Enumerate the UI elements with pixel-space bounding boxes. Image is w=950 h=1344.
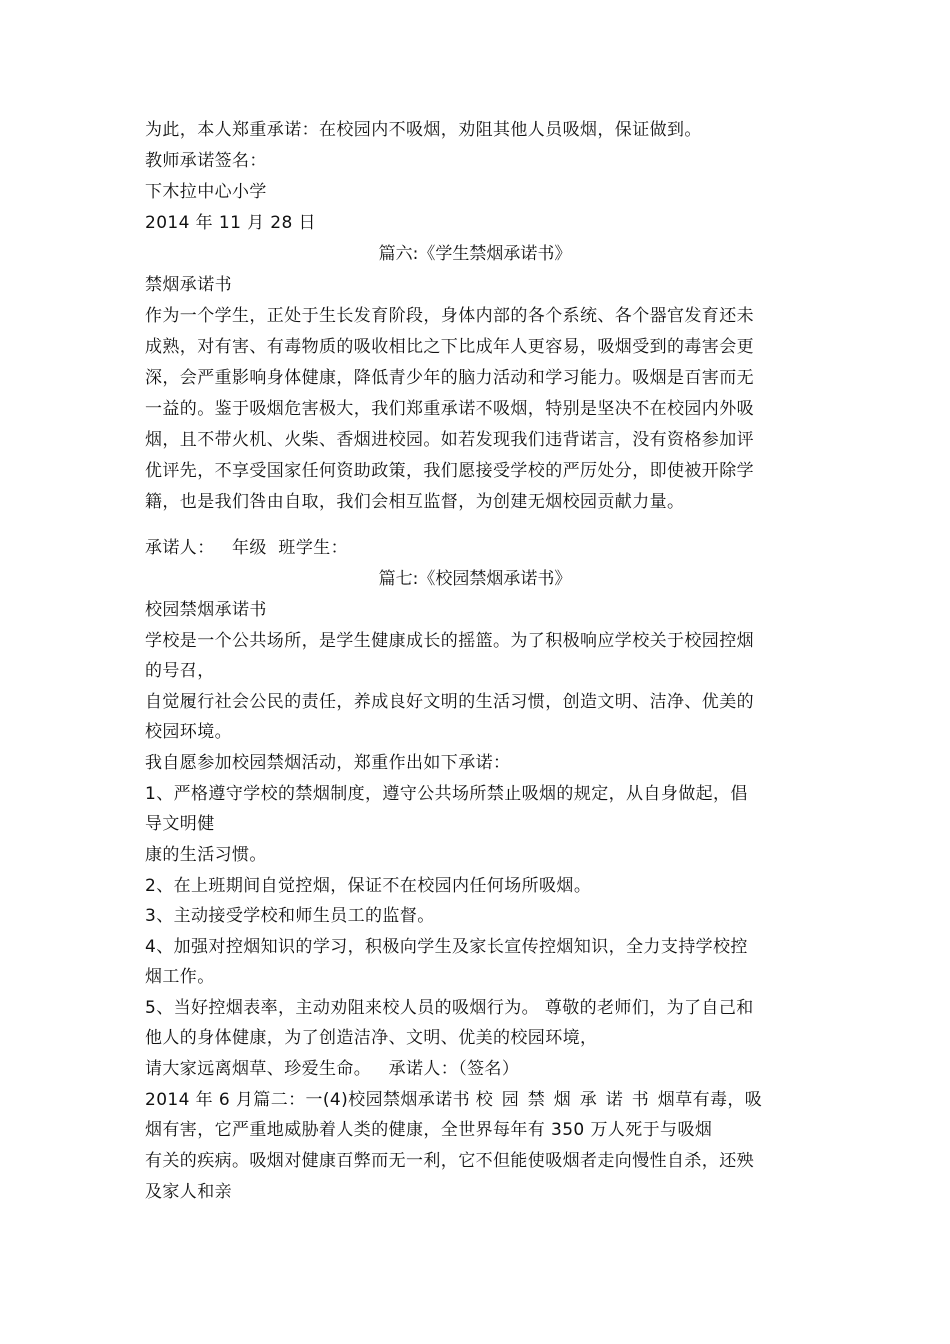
date-heading-text: 2014 年 6 月篇二：一(4)校园禁烟承诺书 [145, 1090, 470, 1110]
paragraph-line: 作为一个学生，正处于生长发育阶段，身体内部的各个系统、各个器官发育还未 [145, 306, 754, 326]
pledge-item-4: 4、加强对控烟知识的学习，积极向学生及家长宣传控烟知识，全力支持学校控 [145, 937, 748, 957]
paragraph-line: 学校是一个公共场所，是学生健康成长的摇篮。为了积极响应学校关于校园控烟 [145, 631, 754, 651]
date-line: 2014 年 11 月 28 日 [145, 213, 316, 233]
section-seven-heading: 篇七:《校园禁烟承诺书》 [378, 569, 572, 589]
pledge-item-1: 1、严格遵守学校的禁烟制度，遵守公共场所禁止吸烟的规定，从自身做起，倡 [145, 784, 748, 804]
paragraph-line: 优评先，不享受国家任何资助政策，我们愿接受学校的严厉处分，即使被开除学 [145, 461, 754, 481]
pledge-item-2: 2、在上班期间自觉控烟，保证不在校园内任何场所吸烟。 [145, 876, 592, 896]
paragraph-line: 及家人和亲 [145, 1182, 232, 1202]
paragraph-line: 我自愿参加校园禁烟活动，郑重作出如下承诺： [145, 753, 511, 773]
paragraph-line: 校园环境。 [145, 722, 232, 742]
paragraph-line: 一益的。鉴于吸烟危害极大，我们郑重承诺不吸烟，特别是坚决不在校园内外吸 [145, 399, 754, 419]
pledge-item-3: 3、主动接受学校和师生员工的监督。 [145, 906, 435, 926]
pledge-item-4-cont: 烟工作。 [145, 967, 215, 987]
pledge-item-5: 5、当好控烟表率，主动劝阻来校人员的吸烟行为。 尊敬的老师们，为了自己和 [145, 998, 754, 1018]
pledger-line: 承诺人： 年级 班学生： [145, 538, 349, 558]
section-six-title: 禁烟承诺书 [145, 275, 232, 295]
pledge-statement: 为此，本人郑重承诺：在校园内不吸烟，劝阻其他人员吸烟，保证做到。 [145, 120, 702, 140]
paragraph-line: 籍，也是我们咎由自取，我们会相互监督，为创建无烟校园贡献力量。 [145, 492, 685, 512]
spaced-title: 校园禁烟承诺书 [475, 1090, 658, 1110]
paragraph-line: 深，会严重影响身体健康，降低青少年的脑力活动和学习能力。吸烟是百害而无 [145, 368, 754, 388]
paragraph-line: 成熟，对有害、有毒物质的吸收相比之下比成年人更容易，吸烟受到的毒害会更 [145, 337, 754, 357]
pledge-item-1-cont: 康的生活习惯。 [145, 845, 267, 865]
pledge-item-1-cont: 导文明健 [145, 814, 215, 834]
paragraph-line: 有关的疾病。吸烟对健康百弊而无一利，它不但能使吸烟者走向慢性自杀，还殃 [145, 1151, 754, 1171]
paragraph-line: 自觉履行社会公民的责任，养成良好文明的生活习惯，创造文明、洁净、优美的 [145, 692, 754, 712]
section-seven-title: 校园禁烟承诺书 [145, 600, 267, 620]
paragraph-line: 的号召， [145, 661, 215, 681]
teacher-signature-label: 教师承诺签名： [145, 151, 267, 171]
paragraph-line [145, 1085, 825, 1115]
paragraph-text: 烟草有毒，吸 [657, 1090, 763, 1110]
paragraph-line: 请大家远离烟草、珍爱生命。 承诺人：（签名） [145, 1059, 520, 1079]
paragraph-line: 他人的身体健康，为了创造洁净、文明、优美的校园环境， [145, 1028, 598, 1048]
section-six-heading: 篇六:《学生禁烟承诺书》 [378, 244, 572, 264]
paragraph-line: 烟有害，它严重地威胁着人类的健康，全世界每年有 350 万人死于与吸烟 [145, 1120, 713, 1140]
paragraph-line: 烟，且不带火机、火柴、香烟进校园。如若发现我们违背诺言，没有资格参加评 [145, 430, 754, 450]
school-name: 下木拉中心小学 [145, 182, 267, 202]
